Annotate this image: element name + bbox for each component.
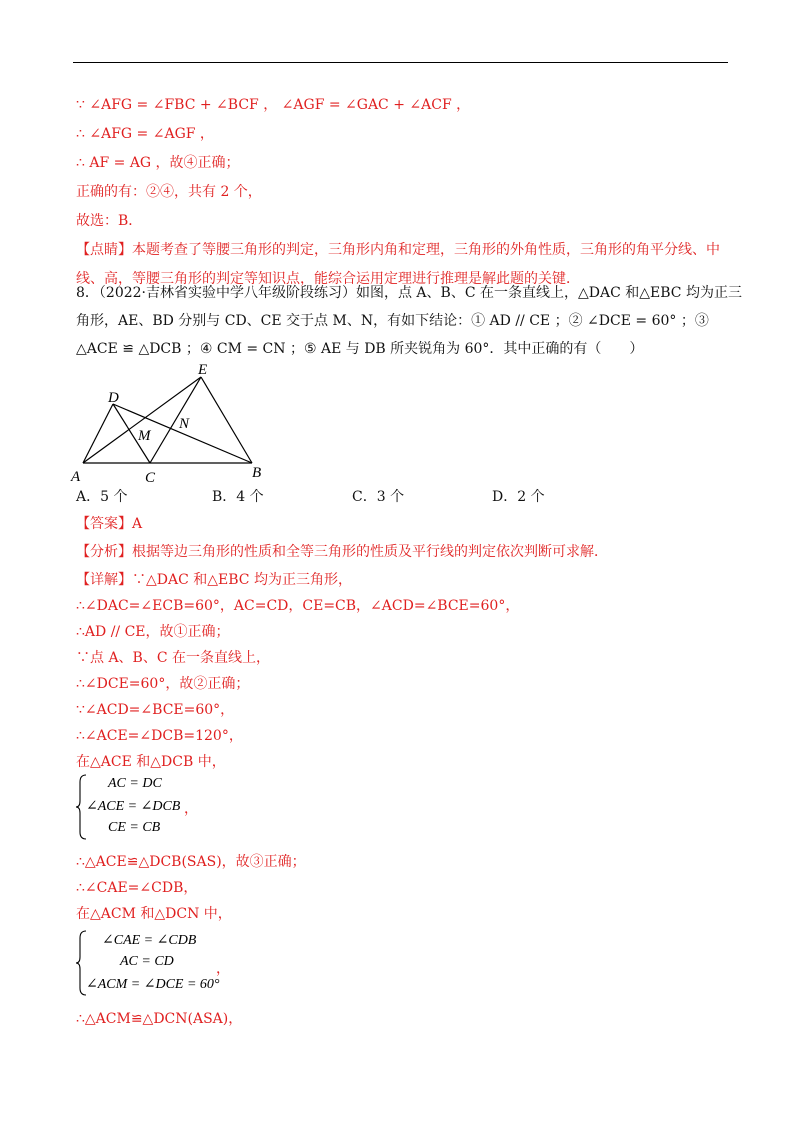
system2-row-3: ∠ACM = ∠DCE = 60° bbox=[86, 977, 220, 992]
detail-line-3: ∴AD // CE，故①正确； bbox=[76, 624, 230, 640]
label-N: N bbox=[179, 416, 190, 432]
label-E: E bbox=[198, 362, 208, 378]
label-A: A bbox=[71, 469, 81, 485]
triangle-figure bbox=[70, 360, 280, 485]
system2-comma: ， bbox=[216, 961, 230, 977]
comment-line-1: 【点睛】本题考查了等腰三角形的判定，三角形内角和定理，三角形的外角性质，三角形的角平分线、中 bbox=[76, 242, 720, 258]
equation-system-1 bbox=[76, 774, 216, 842]
detail-line-10: ∴∠CAE=∠CDB， bbox=[76, 880, 198, 896]
detail-line-5: ∴∠DCE=60°，故②正确； bbox=[76, 676, 250, 692]
detail-line-7: ∴∠ACE=∠DCB=120°， bbox=[76, 728, 243, 744]
correct-summary: 正确的有：②④，共有 2 个， bbox=[76, 184, 262, 200]
system1-row-2: ∠ACE = ∠DCB bbox=[86, 799, 181, 814]
option-d: D．2 个 bbox=[492, 489, 545, 505]
label-M: M bbox=[138, 428, 151, 444]
system2-row-1: ∠CAE = ∠CDB bbox=[102, 933, 197, 948]
label-D: D bbox=[108, 390, 119, 406]
question-line-3: △ACE ≌ △DCB ；④ CM = CN ；⑤ AE 与 DB 所夹锐角为 60°．其中正确的有（ ） bbox=[76, 341, 644, 357]
segment-CE bbox=[150, 377, 201, 463]
header-rule bbox=[73, 62, 728, 63]
detail-line-9: ∴△ACE≌△DCB(SAS)，故③正确； bbox=[76, 854, 306, 870]
detail-line-4: ∵点 A、B、C 在一条直线上， bbox=[76, 650, 271, 666]
detail-line-8: 在△ACE 和△DCB 中， bbox=[76, 754, 226, 770]
system1-comma: ， bbox=[184, 801, 198, 817]
choice-line: 故选：B． bbox=[76, 213, 143, 229]
option-c: C．3 个 bbox=[352, 489, 405, 505]
segment-EB bbox=[201, 377, 252, 463]
system1-row-1: AC = DC bbox=[108, 776, 162, 791]
system2-row-2: AC = CD bbox=[120, 954, 174, 969]
proof-line-1: ∵ ∠AFG = ∠FBC + ∠BCF ， ∠AGF = ∠GAC + ∠ACF ， bbox=[76, 97, 471, 113]
detail-line-2: ∴∠DAC=∠ECB=60°，AC=CD，CE=CB，∠ACD=∠BCE=60°， bbox=[76, 598, 520, 614]
segment-DB bbox=[113, 404, 252, 463]
detail-line-11: 在△ACM 和△DCN 中， bbox=[76, 906, 232, 922]
proof-line-3: ∴ AF = AG ，故④正确； bbox=[76, 155, 240, 171]
comment-line-2: 线、高，等腰三角形的判定等知识点，能综合运用定理进行推理是解此题的关键． bbox=[76, 271, 580, 287]
proof-line-2: ∴ ∠AFG = ∠AGF ， bbox=[76, 126, 214, 142]
answer-line: 【答案】A bbox=[76, 516, 143, 532]
detail-line-1: 【详解】∵△DAC 和△EBC 均为正三角形， bbox=[76, 572, 352, 588]
system1-row-3: CE = CB bbox=[108, 820, 161, 835]
question-line-2: 角形，AE、BD 分别与 CD、CE 交于点 M、N，有如下结论：① AD // CE ；② ∠DCE = 60° ；③ bbox=[76, 313, 709, 329]
segment-AD bbox=[83, 404, 113, 463]
detail-line-12: ∴△ACM≌△DCN(ASA)， bbox=[76, 1011, 243, 1027]
equation-system-2 bbox=[76, 930, 246, 998]
label-B: B bbox=[252, 465, 262, 481]
option-a: A．5 个 bbox=[76, 489, 128, 505]
label-C: C bbox=[145, 470, 156, 485]
question-line-1: 8．（2022·吉林省实验中学八年级阶段练习）如图，点 A、B、C 在一条直线上，△DAC 和△EBC 均为正三 bbox=[76, 285, 742, 301]
detail-line-6: ∵∠ACD=∠BCE=60°， bbox=[76, 702, 235, 718]
analysis-line: 【分析】根据等边三角形的性质和全等三角形的性质及平行线的判定依次判断可求解． bbox=[76, 544, 608, 560]
option-b: B．4 个 bbox=[212, 489, 264, 505]
